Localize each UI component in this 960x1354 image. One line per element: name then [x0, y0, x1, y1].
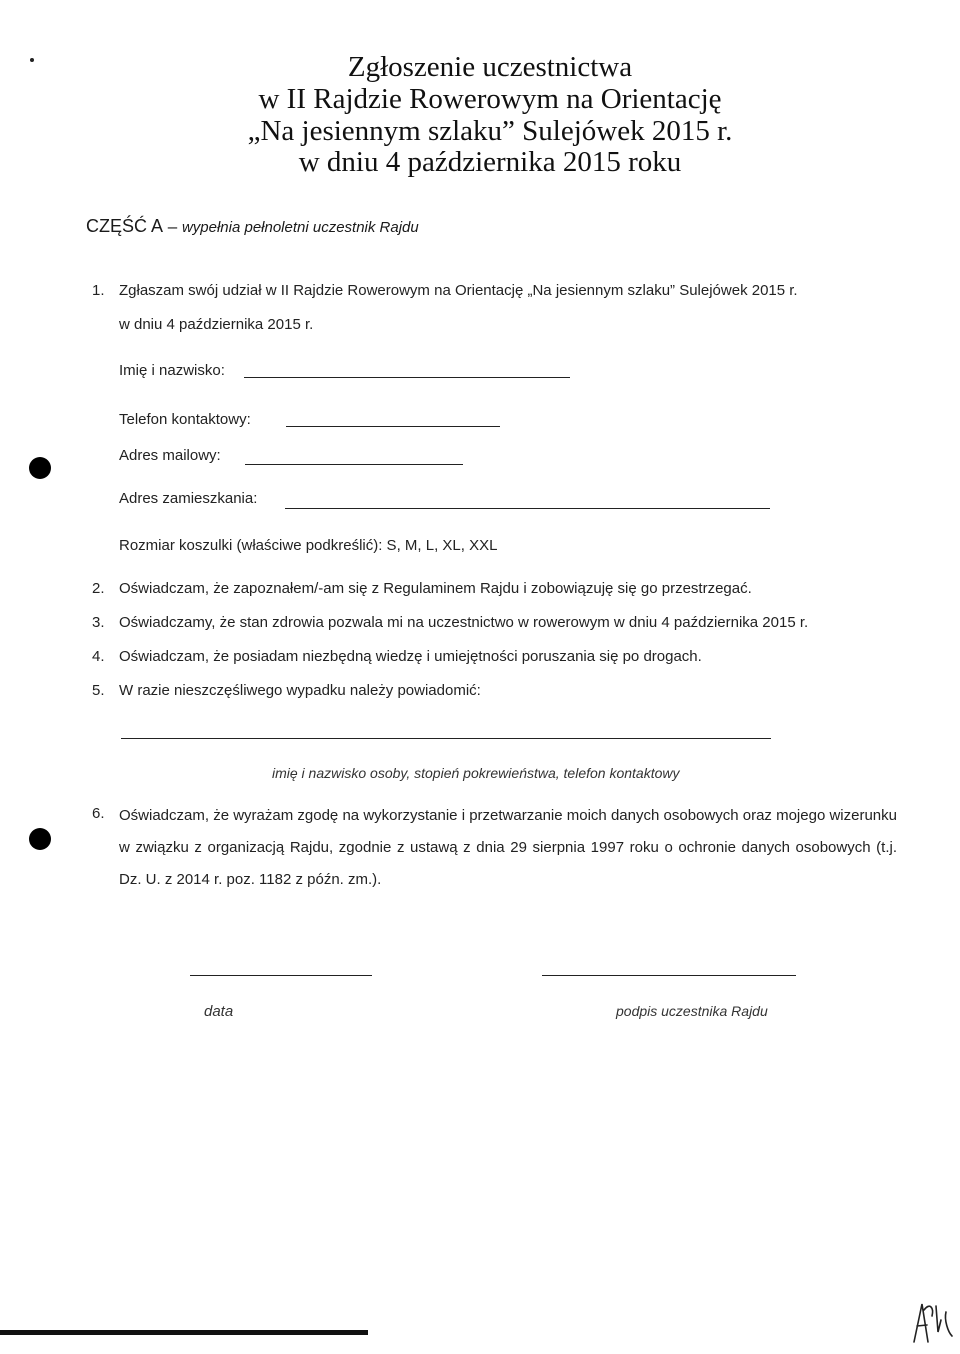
item-4-number: 4. — [92, 648, 105, 665]
address-label: Adres zamieszkania: — [119, 490, 258, 507]
date-caption: data — [204, 1003, 234, 1020]
signature-caption: podpis uczestnika Rajdu — [616, 1003, 768, 1019]
emergency-contact-caption: imię i nazwisko osoby, stopień pokrewieństwa, telefon kontaktowy — [272, 765, 680, 781]
section-heading — [86, 216, 419, 237]
address-field[interactable] — [285, 508, 770, 509]
item-6-text: Oświadczam, że wyrażam zgodę na wykorzystanie i przetwarzanie moich danych osobowych oraz mojego wizerunku w związku z organizacją Rajdu, zgodnie z ustawą z dnia 29 sierpnia 1997 roku o ochronie danych osobowych (t.j. Dz. U. z 2014 r. poz. 1182 z późn. zm.). — [119, 807, 897, 888]
item-5-number: 5. — [92, 682, 105, 699]
phone-label: Telefon kontaktowy: — [119, 411, 251, 428]
signature-field[interactable] — [542, 975, 796, 976]
item-3-text: Oświadczamy, że stan zdrowia pozwala mi na uczestnictwo w rowerowym w dniu 4 października 2015 r. — [119, 614, 809, 631]
item-5-text: W razie nieszczęśliwego wypadku należy powiadomić: — [119, 682, 481, 699]
email-field[interactable] — [245, 464, 463, 465]
date-field[interactable] — [190, 975, 372, 976]
item-2-text: Oświadczam, że zapoznałem/-am się z Regulaminem Rajdu i zobowiązuję się go przestrzegać. — [119, 580, 752, 597]
scan-speck — [30, 58, 34, 62]
tshirt-size-label: Rozmiar koszulki (właściwe podkreślić): S, M, L, XL, XXL — [119, 537, 498, 554]
item-1-number: 1. — [92, 282, 105, 299]
punch-hole-bottom — [29, 828, 51, 850]
title-line-3: „Na jesiennym szlaku” Sulejówek 2015 r. — [247, 115, 733, 147]
item-4-text: Oświadczam, że posiadam niezbędną wiedzę i umiejętności poruszania się po drogach. — [119, 648, 702, 665]
emergency-contact-field[interactable] — [121, 738, 771, 739]
item-1-text-line-1: Zgłaszam swój udział w II Rajdzie Rowerowym na Orientację „Na jesiennym szlaku” Sulejówek 2015 r. — [119, 282, 798, 299]
title-line-2: w II Rajdzie Rowerowym na Orientację — [258, 83, 722, 115]
scan-edge-bar — [0, 1330, 368, 1335]
item-3-number: 3. — [92, 614, 105, 631]
email-label: Adres mailowy: — [119, 447, 221, 464]
title-line-4: w dniu 4 października 2015 roku — [298, 146, 682, 178]
item-2-number: 2. — [92, 580, 105, 597]
item-1-text-line-2: w dniu 4 października 2015 r. — [119, 316, 314, 333]
item-6-number: 6. — [92, 805, 105, 822]
handwritten-initials — [910, 1298, 954, 1346]
section-dash: – — [163, 217, 182, 236]
punch-hole-top — [29, 457, 51, 479]
name-label: Imię i nazwisko: — [119, 362, 225, 379]
title-line-1: Zgłoszenie uczestnictwa — [347, 51, 633, 83]
section-label: CZĘŚĆ A — [86, 216, 164, 236]
section-note: wypełnia pełnoletni uczestnik Rajdu — [181, 219, 419, 236]
name-field[interactable] — [244, 377, 570, 378]
phone-field[interactable] — [286, 426, 500, 427]
